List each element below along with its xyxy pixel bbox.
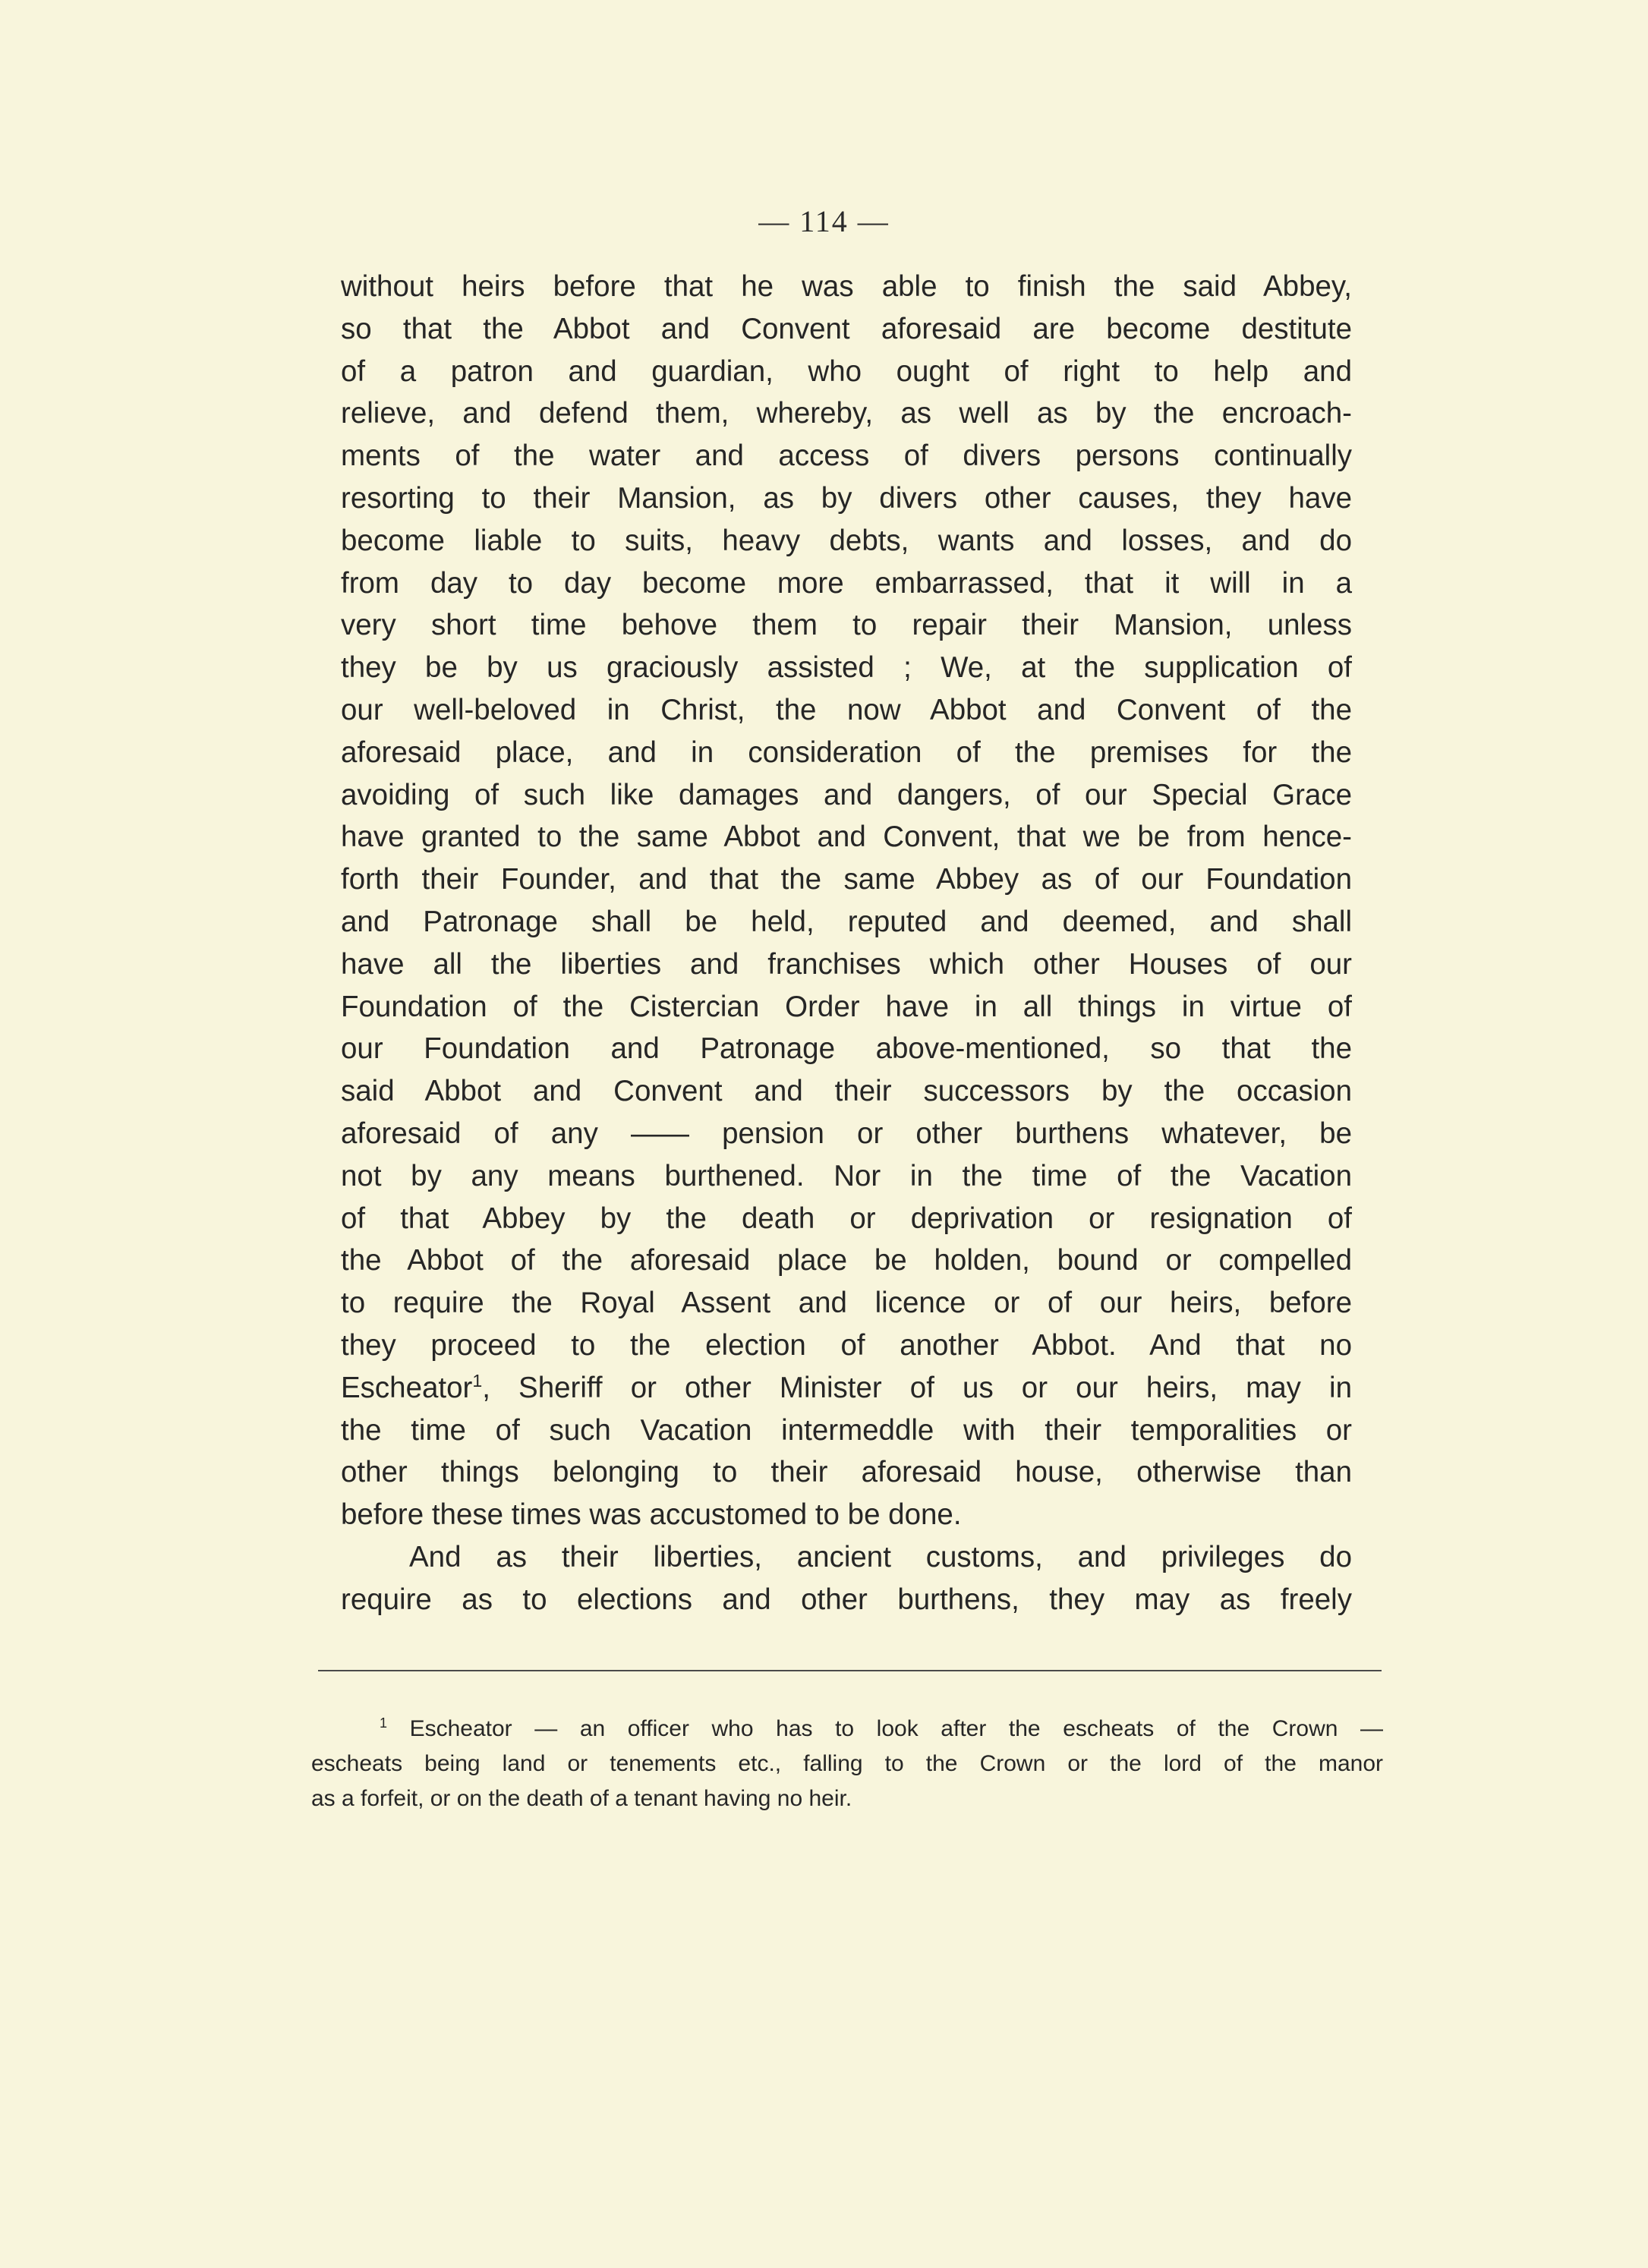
footnote-reference: 1 <box>472 1370 483 1391</box>
paragraph-2-line: require as to elections and other burthens, they may as freely <box>341 1583 1352 1616</box>
text-line: our well-beloved in Christ, the now Abbot and Convent of the <box>341 693 1352 726</box>
text-line: not by any means burthened. Nor in the time of the Vacation <box>341 1159 1352 1192</box>
text-line: the time of such Vacation intermeddle with their temporalities or <box>341 1413 1352 1447</box>
text-line: of that Abbey by the death or deprivation or resignation of <box>341 1202 1352 1235</box>
text-line: of a patron and guardian, who ought of right to help and <box>341 354 1352 388</box>
text-line: have granted to the same Abbot and Convent, that we be from hence- <box>341 821 1352 854</box>
escheator-word: Escheator <box>341 1371 473 1404</box>
footnote-line-text: Escheator — an officer who has to look after the escheats of the Crown — <box>387 1716 1383 1741</box>
text-line: avoiding of such like damages and dangers, of our Special Grace <box>341 778 1352 811</box>
text-line: from day to day become more embarrassed, that it will in a <box>341 566 1352 600</box>
text-line: ments of the water and access of divers persons continually <box>341 439 1352 473</box>
text-line: the Abbot of the aforesaid place be holden, bound or compelled <box>341 1244 1352 1277</box>
text-line: Foundation of the Cistercian Order have in all things in virtue of <box>341 990 1352 1023</box>
page-number: — 114 — <box>758 204 890 238</box>
text-line: they be by us graciously assisted ; We, at the supplication of <box>341 651 1352 685</box>
text-line: relieve, and defend them, whereby, as well as by the encroach- <box>341 397 1352 430</box>
text-line: aforesaid of any —— pension or other burthens whatever, be <box>341 1117 1352 1150</box>
footnote-line: as a forfeit, or on the death of a tenant having no heir. <box>311 1786 852 1811</box>
text-line: they proceed to the election of another Abbot. And that no <box>341 1328 1352 1362</box>
footnote-marker: 1 <box>380 1715 388 1731</box>
footnote-divider <box>318 1670 1382 1671</box>
text-line: and Patronage shall be held, reputed and deemed, and shall <box>341 905 1352 938</box>
footnote-line <box>311 1712 1383 1747</box>
paragraph-2-line: And as their liberties, ancient customs, and privileges do <box>409 1540 1352 1573</box>
footnote-line: escheats being land or tenements etc., falling to the Crown or the lord of the manor <box>311 1751 1383 1776</box>
text-line: before these times was accustomed to be done. <box>341 1498 962 1532</box>
text-line: said Abbot and Convent and their successors by the occasion <box>341 1075 1352 1108</box>
text-line: aforesaid place, and in consideration of the premises for the <box>341 736 1352 769</box>
text-line: without heirs before that he was able to finish the said Abbey, <box>341 270 1352 303</box>
text-line: other things belonging to their aforesaid house, otherwise than <box>341 1456 1352 1489</box>
text-line-with-footnote-ref <box>341 1367 1352 1410</box>
main-text <box>341 266 1352 1621</box>
footnote <box>311 1712 1383 1816</box>
text-line: have all the liberties and franchises which other Houses of our <box>341 947 1352 981</box>
text-line: to require the Royal Assent and licence or of our heirs, before <box>341 1287 1352 1320</box>
text-line: our Foundation and Patronage above-mentioned, so that the <box>341 1032 1352 1066</box>
text-line: become liable to suits, heavy debts, wants and losses, and do <box>341 524 1352 557</box>
text-line: resorting to their Mansion, as by divers other causes, they have <box>341 481 1352 515</box>
escheator-line-rest: , Sheriff or other Minister of us or our heirs, may in <box>482 1371 1352 1404</box>
text-line: forth their Founder, and that the same Abbey as of our Foundation <box>341 863 1352 896</box>
text-line: very short time behove them to repair their Mansion, unless <box>341 609 1352 642</box>
text-line: so that the Abbot and Convent aforesaid are become destitute <box>341 312 1352 345</box>
